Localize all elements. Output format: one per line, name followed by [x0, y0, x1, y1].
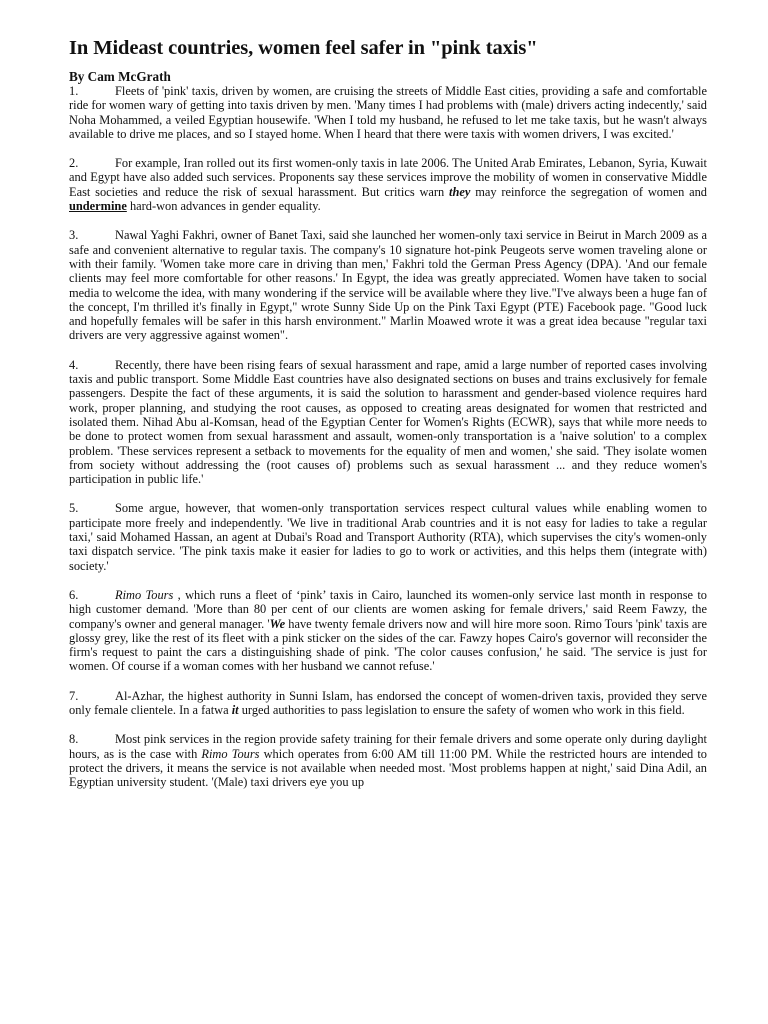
article-byline: By Cam McGrath	[69, 69, 171, 84]
paragraph-number: 4.	[69, 357, 79, 372]
paragraph-text: Most pink services in the region provide safety training for their female drivers and some operate only during daylight hours, as is the case with	[69, 732, 707, 761]
paragraph-number: 8.	[69, 732, 79, 747]
paragraph-text: hard-won advances in gender equality.	[129, 199, 321, 214]
paragraph-text: Some argue, however, that women-only transportation services respect cultural values while enabling women to participate more freely and independently. 'We live in traditional Arab countries and it is not easy for ladies to take a regular taxi,' said Mohamed Hassan, an agent at Dubai's Road and Transport Authority (RTA), which supervises the city's women-only taxi dispatch service. 'The pink taxis make it easier for ladies to go to work or activities, and this helps them (integrate with) society.'	[69, 501, 707, 573]
paragraph-4	[69, 358, 707, 487]
paragraph-text: may reinforce the segregation of women and	[475, 184, 707, 199]
paragraph-number: 6.	[69, 587, 79, 602]
paragraph-text: Nawal Yaghi Fakhri, owner of Banet Taxi, said she launched her women-only taxi service in Beirut in March 2009 as a safe and convenient alternative to regular taxis. The company's 10 signature hot-pink Peugeots serve women traveling alone or with their family. 'Women take more care in driving than men,' Fakhri told the German Press Agency (DPA). 'And our female clients may feel more comfortable for other reasons.' In Egypt, the idea was greatly appreciated. Women have taken to social media to welcome the idea, with many wondering if the service will be available where they live."I've always been a huge fan of the concept, I'm thrilled it's finally in Egypt," wrote Sunny Side Up on the Pink Taxi Egypt (PTE) Facebook page. "Good luck and hopefully females will be safer in this harsh environment." Marlin Moawed wrote it was a great idea because "regular taxi drivers are very aggressive against women".	[69, 228, 707, 343]
company-name: Rimo Tours	[115, 587, 174, 602]
paragraph-number: 3.	[69, 228, 79, 243]
emphasized-word: We	[269, 616, 286, 631]
paragraph-text: urged authorities to pass legislation to ensure the safety of women who work in this field.	[241, 702, 685, 717]
paragraph-text: , which runs a fleet of ‘pink’ taxis in Cairo, launched its women-only service last month in response to high customer demand. 'More than 80 per cent of our clients are women asking for female drivers,' said Reem Fawzy, the company's owner and general manager. '	[69, 587, 707, 631]
paragraph-3	[69, 228, 707, 342]
paragraph-text: For example, Iran rolled out its first women-only taxis in late 2006. The United Arab Emirates, Lebanon, Syria, Kuwait and Egypt have also added such services. Proponents say these services improve the mobility of women in conservative Middle East societies and reduce the risk of sexual harassment. But critics warn	[69, 156, 707, 199]
emphasized-word: they	[449, 184, 471, 199]
company-name: Rimo Tours	[201, 746, 260, 761]
paragraph-text: Fleets of 'pink' taxis, driven by women, are cruising the streets of Middle East cities, providing a safe and comfortable ride for women wary of getting into taxis driven by men. 'Many times I had problems with (male) drivers acting indecently,' said Noha Mohammed, a veiled Egyptian housewife. 'When I told my husband, he refused to let me take taxis, but he wasn't always available to drive me places, and so I stayed home. When I heard that there were taxis with women drivers, I was excited.'	[69, 84, 707, 141]
paragraph-8	[69, 732, 707, 789]
paragraph-number: 2.	[69, 156, 79, 171]
underlined-word: undermine	[69, 199, 127, 214]
paragraph-text: have twenty female drivers now and will hire more soon. Rimo Tours 'pink' taxis are glossy grey, like the rest of its fleet with a pink sticker on the sides of the car. Fawzy hopes Cairo's governor will reconsider the firm's request to paint the cars a distinguishing shade of pink. 'The color causes confusion,' he said. 'The service is just for women. Of course if a woman comes with her husband we cannot refuse.'	[69, 616, 708, 674]
paragraph-number: 7.	[69, 688, 79, 703]
paragraph-number: 1.	[69, 84, 79, 98]
paragraph-7	[69, 689, 707, 718]
paragraph-1	[69, 84, 707, 141]
paragraph-2	[69, 156, 707, 213]
article-title: In Mideast countries, women feel safer in "pink taxis"	[69, 37, 538, 59]
paragraph-text: which operates from 6:00 AM till 11:00 PM. While the restricted hours are intended to protect the drivers, it means the service is not available when needed most. 'Most problems happen at night,' said Dina Adil, an Egyptian university student. '(Male) taxi drivers eye you up	[69, 746, 707, 790]
paragraph-text: Recently, there have been rising fears of sexual harassment and rape, amid a large number of reported cases involving taxis and public transport. Some Middle East countries have also designated sections on buses and trains exclusively for female passengers. Despite the fact of these arguments, it is said the solution to harassment and gender-based violence requires hard work, proper planning, and studying the root causes, as opposed to creating areas designated for women that restricted and isolated them. Nihad Abu al-Komsan, head of the Egyptian Center for Women's Rights (ECWR), says that while more needs to be done to protect women from sexual harassment and assault, women-only transportation is a 'naive solution' to a complex problem. 'These services represent a setback to movements for the equality of men and women,' she said. 'They isolate women from society without addressing the (root causes of) problems such as sexual harassment ... and they reduce women's participation in public life.'	[69, 357, 707, 487]
document-page	[69, 36, 707, 804]
paragraph-6	[69, 588, 707, 674]
paragraph-5	[69, 501, 707, 572]
paragraph-text: Al-Azhar, the highest authority in Sunni Islam, has endorsed the concept of women-driven taxis, provided they serve only female clientele. In a fatwa	[69, 688, 707, 717]
emphasized-word: it	[231, 702, 239, 717]
paragraph-number: 5.	[69, 501, 79, 516]
